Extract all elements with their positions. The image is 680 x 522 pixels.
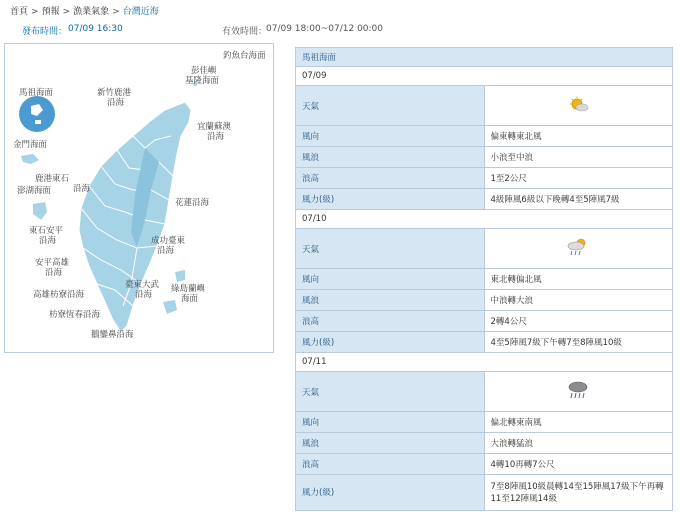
- sun-cloud-icon: [567, 96, 589, 112]
- wind-direction-label: 風向: [296, 126, 485, 147]
- wave-height-value: 2轉4公尺: [484, 311, 673, 332]
- forecast-date: 07/09: [296, 67, 673, 86]
- weather-icon-cell: [484, 86, 673, 126]
- weather-icon-cell: [484, 229, 673, 269]
- map-label-yilan-2[interactable]: 沿海: [207, 132, 225, 142]
- wave-height-label: 浪高: [296, 311, 485, 332]
- weather-icon-cell: [484, 372, 673, 412]
- breadcrumb-forecast-link[interactable]: 預報: [41, 7, 60, 17]
- wave-label: 風浪: [296, 433, 485, 454]
- breadcrumb-separator: >: [62, 7, 71, 17]
- map-label-hsinchu-2[interactable]: 沿海: [107, 98, 125, 108]
- penghu-island-shape[interactable]: [33, 202, 47, 220]
- weather-label: 天氣: [296, 229, 485, 269]
- map-label-yilan[interactable]: 宜蘭蘇澳: [197, 122, 232, 132]
- map-label-hsinchu[interactable]: 新竹鹿港: [97, 88, 132, 98]
- map-label-diaoyutai[interactable]: 釣魚台海面: [223, 51, 266, 61]
- map-label-chenggong[interactable]: 成功臺東: [151, 236, 186, 246]
- wave-value: 大浪轉猛浪: [484, 433, 673, 454]
- forecast-area-title: 馬祖海面: [296, 48, 673, 67]
- wind-direction-label: 風向: [296, 412, 485, 433]
- map-label-keelung[interactable]: 基隆海面: [185, 76, 220, 86]
- forecast-date-row: [296, 210, 673, 229]
- ludao-island-shape[interactable]: [175, 270, 185, 282]
- published-time-label: 發布時間：: [22, 27, 68, 37]
- wave-height-row: [296, 168, 673, 189]
- wave-height-value: 4轉10再轉7公尺: [484, 454, 673, 475]
- map-label-dongshi[interactable]: 東石安平: [29, 226, 64, 236]
- weather-row: [296, 372, 673, 412]
- valid-time-label: 有效時間：: [222, 27, 268, 37]
- wind-direction-label: 風向: [296, 269, 485, 290]
- wind-force-label: 風力(級): [296, 332, 485, 353]
- weather-label: 天氣: [296, 372, 485, 412]
- map-label-penghu[interactable]: 澎湖海面: [17, 186, 52, 196]
- breadcrumb-current[interactable]: 台灣近海: [122, 7, 159, 17]
- wave-value: 小浪至中浪: [484, 147, 673, 168]
- map-label-chenggong-2[interactable]: 沿海: [157, 246, 175, 256]
- map-label-kaohsiung[interactable]: 高雄枋寮沿海: [33, 290, 85, 300]
- wave-row: [296, 147, 673, 168]
- wind-direction-value: 東北轉偏北風: [484, 269, 673, 290]
- cloud-rain-sun-icon: [566, 237, 590, 257]
- wave-row: [296, 433, 673, 454]
- wind-direction-value: 偏北轉東南風: [484, 412, 673, 433]
- map-label-matsu[interactable]: 馬祖海面: [19, 88, 54, 98]
- forecast-date-row: [296, 67, 673, 86]
- wind-direction-value: 偏東轉東北風: [484, 126, 673, 147]
- wave-height-value: 1至2公尺: [484, 168, 673, 189]
- wave-height-label: 浪高: [296, 454, 485, 475]
- map-label-pengjia[interactable]: 彭佳嶼: [191, 66, 217, 76]
- valid-time-value: 07/09 18:00~07/12 00:00: [266, 24, 384, 34]
- breadcrumb-separator: >: [112, 7, 120, 17]
- wave-value: 中浪轉大浪: [484, 290, 673, 311]
- map-label-anping-2[interactable]: 沿海: [45, 268, 63, 278]
- breadcrumb-home-link[interactable]: 首頁: [10, 7, 29, 17]
- forecast-date: 07/11: [296, 353, 673, 372]
- wave-height-row: [296, 454, 673, 475]
- map-label-lukang[interactable]: 鹿港東石: [35, 174, 70, 184]
- wind-direction-row: [296, 412, 673, 433]
- weather-label: 天氣: [296, 86, 485, 126]
- forecast-table: [295, 47, 673, 511]
- wave-label: 風浪: [296, 290, 485, 311]
- map-label-ludao-2[interactable]: 海面: [181, 294, 199, 304]
- wind-direction-row: [296, 126, 673, 147]
- map-label-lukang-2[interactable]: 沿海: [73, 184, 91, 194]
- breadcrumb-fishery-link[interactable]: 漁業氣象: [73, 7, 110, 17]
- map-label-dongshi-2[interactable]: 沿海: [39, 236, 57, 246]
- wind-force-value: 4級陣風6級以下晚轉4至5陣風7級: [484, 189, 673, 210]
- wind-force-row: [296, 189, 673, 210]
- map-label-hualien[interactable]: 花蓮沿海: [175, 198, 210, 208]
- kinmen-island-shape[interactable]: [21, 154, 39, 164]
- wave-row: [296, 290, 673, 311]
- map-label-anping[interactable]: 安平高雄: [35, 258, 70, 268]
- wave-height-label: 浪高: [296, 168, 485, 189]
- lanyu-island-shape[interactable]: [163, 300, 177, 314]
- wind-direction-row: [296, 269, 673, 290]
- wave-label: 風浪: [296, 147, 485, 168]
- wind-force-value: 7至8陣風10級晨轉14至15陣風17級下午再轉11至12陣風14級: [484, 475, 673, 511]
- wind-force-row: [296, 475, 673, 511]
- weather-row: [296, 229, 673, 269]
- weather-row: [296, 86, 673, 126]
- forecast-date-row: [296, 353, 673, 372]
- wave-height-row: [296, 311, 673, 332]
- map-label-ludao[interactable]: 綠島蘭嶼: [171, 284, 206, 294]
- storm-rain-icon: [566, 380, 590, 400]
- map-label-kinmen[interactable]: 金門海面: [13, 140, 48, 150]
- wind-force-value: 4至5陣風7級下午轉7至8陣風10級: [484, 332, 673, 353]
- forecast-area-row: [296, 48, 673, 67]
- wind-force-row: [296, 332, 673, 353]
- wind-force-label: 風力(級): [296, 475, 485, 511]
- breadcrumb-separator: >: [31, 7, 39, 17]
- published-time-value: 07/09 16:30: [68, 24, 123, 34]
- map-label-fangliao[interactable]: 枋寮恆春沿海: [49, 310, 101, 320]
- breadcrumb: [10, 4, 159, 17]
- map-label-taitung[interactable]: 臺東大武: [125, 280, 160, 290]
- map-label-taitung-2[interactable]: 沿海: [135, 290, 153, 300]
- wind-force-label: 風力(級): [296, 189, 485, 210]
- forecast-date: 07/10: [296, 210, 673, 229]
- matsu-island-small: [35, 120, 41, 124]
- offshore-map: [4, 43, 274, 353]
- map-label-eluanbi[interactable]: 鵝鑾鼻沿海: [91, 330, 134, 340]
